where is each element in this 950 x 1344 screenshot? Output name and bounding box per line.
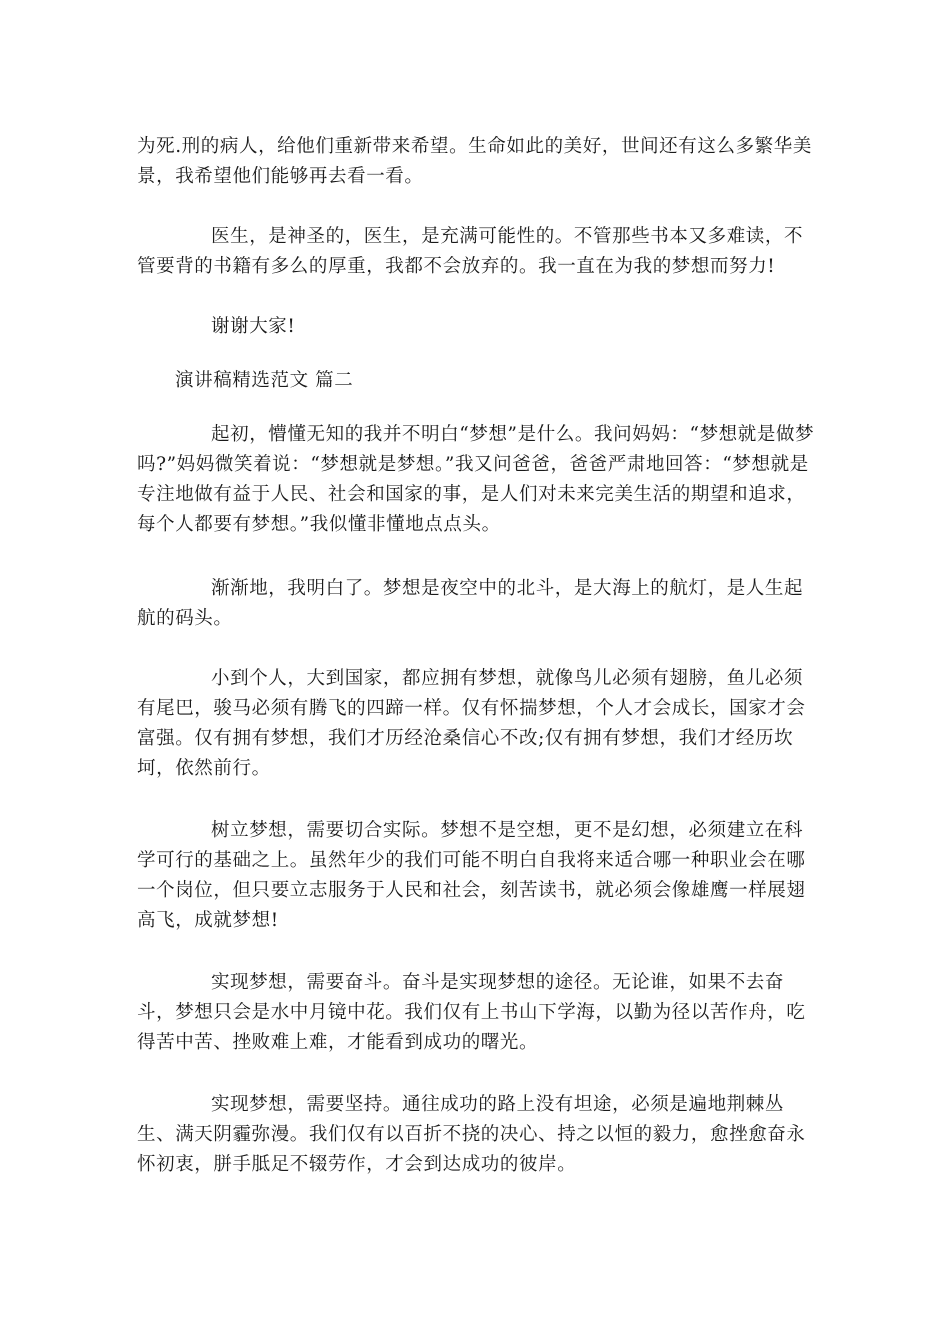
section-heading: 演讲稿精选范文 篇二 — [175, 370, 354, 391]
paragraph-struggle: 实现梦想，需要奋斗。奋斗是实现梦想的途径。无论谁，如果不去奋斗，梦想只会是水中月镜中花。我们仅有上书山下学海，以勤为径以苦作舟，吃得苦中苦、挫败难上难，才能看到成功的曙光。 — [137, 972, 806, 1053]
paragraph-thanks: 谢谢大家! — [211, 316, 296, 337]
paragraph-individual-nation: 小到个人，大到国家，都应拥有梦想，就像鸟儿必须有翅膀，鱼儿必须有尾巴，骏马必须有腾飞的四蹄一样。仅有怀揣梦想，个人才会成长，国家才会富强。仅有拥有梦想，我们才历经沧桑信心不改;仅有拥有梦想，我们才经历坎坷，依然前行。 — [137, 668, 806, 779]
paragraph-realistic-dream: 树立梦想，需要切合实际。梦想不是空想，更不是幻想，必须建立在科学可行的基础之上。虽然年少的我们可能不明白自我将来适合哪一种职业会在哪一个岗位，但只要立志服务于人民和社会，刻苦读书，就必须会像雄鹰一样展翅高飞，成就梦想! — [137, 820, 806, 931]
paragraph-persistence: 实现梦想，需要坚持。通往成功的路上没有坦途，必须是遍地荆棘丛生、满天阴霾弥漫。我们仅有以百折不挠的决心、持之以恒的毅力，愈挫愈奋永怀初衷，胼手胝足不辍劳作，才会到达成功的彼岸。 — [137, 1094, 806, 1175]
paragraph-beginning: 起初，懵懂无知的我并不明白“梦想”是什么。我问妈妈：“梦想就是做梦吗?”妈妈微笑着说：“梦想就是梦想。”我又问爸爸，爸爸严肃地回答：“梦想就是专注地做有益于人民、社会和国家的事，是人们对未来完美生活的期望和追求，每个人都要有梦想。”我似懂非懂地点点头。 — [137, 424, 815, 535]
paragraph-continuation: 为死.刑的病人，给他们重新带来希望。生命如此的美好，世间还有这么多繁华美景，我希望他们能够再去看一看。 — [137, 136, 812, 187]
paragraph-gradually: 渐渐地，我明白了。梦想是夜空中的北斗，是大海上的航灯，是人生起航的码头。 — [137, 578, 804, 629]
paragraph-doctor: 医生，是神圣的，医生，是充满可能性的。不管那些书本又多难读，不管要背的书籍有多么的厚重，我都不会放弃的。我一直在为我的梦想而努力! — [137, 226, 804, 277]
